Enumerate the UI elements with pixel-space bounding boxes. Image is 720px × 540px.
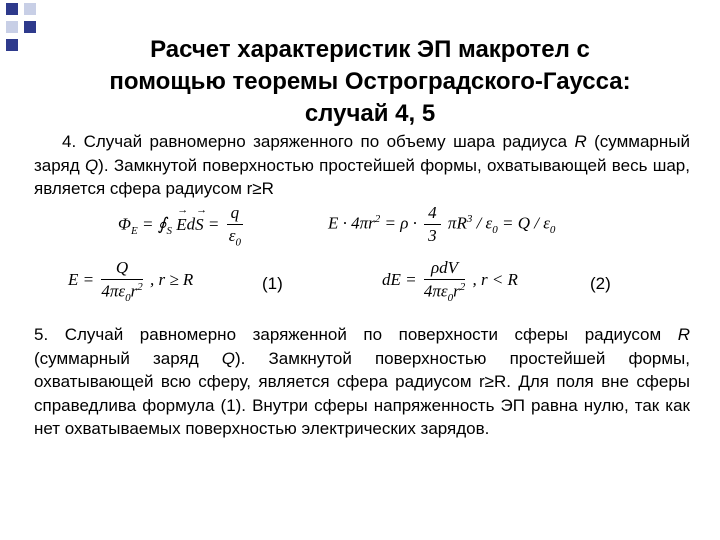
case-4-paragraph: 4. Случай равномерно заряженного по объему шара радиуса R (суммарный заряд Q). Замкнутой поверхностью простейшей формы, охватывающей весь шар, является сфера радиусом r≥R [34, 132, 690, 198]
title-line-3: случай 4, 5 [304, 100, 436, 127]
gauss-law-formula: $\Phi_E$ = $∮_S$ E → dS → = $\frac{q}{\varepsilon_0}$ [118, 203, 246, 248]
slide-title [40, 34, 700, 130]
field-outside-formula: E = $\frac{Q}{4\pi\varepsilon_0r^2}$ , r ≥ R [68, 258, 194, 305]
equation-2-label: (2) [590, 274, 611, 293]
title-line-1: Расчет характеристик ЭП макротел с [150, 36, 590, 63]
flux-balance-formula: $E \cdot 4\pi r^2 = \rho$ · $\frac{4}{3}$ $\pi R^3 / \varepsilon_0 = Q / \varepsilon_0$ [328, 203, 556, 245]
title-line-2: помощью теоремы Остроградского-Гаусса: [109, 68, 631, 95]
field-inside-formula: dE = $\frac{\text{ρdV}}{4\pi\varepsilon_0r^2}$ , r < R [382, 258, 518, 305]
equation-1-label: (1) [262, 274, 283, 293]
case-5-paragraph: 5. Случай равномерно заряженной по поверхности сферы радиусом R (суммарный заряд Q). Замкнутой поверхностью простейшей формы, охватывающей всю сферу, является сфера радиусом r≥R. Для поля вне сферы справедлива формула (1). Внутри сферы напряженность ЭП равна нулю, так как нет охватываемых поверхностью электрических зарядов. [34, 325, 690, 438]
